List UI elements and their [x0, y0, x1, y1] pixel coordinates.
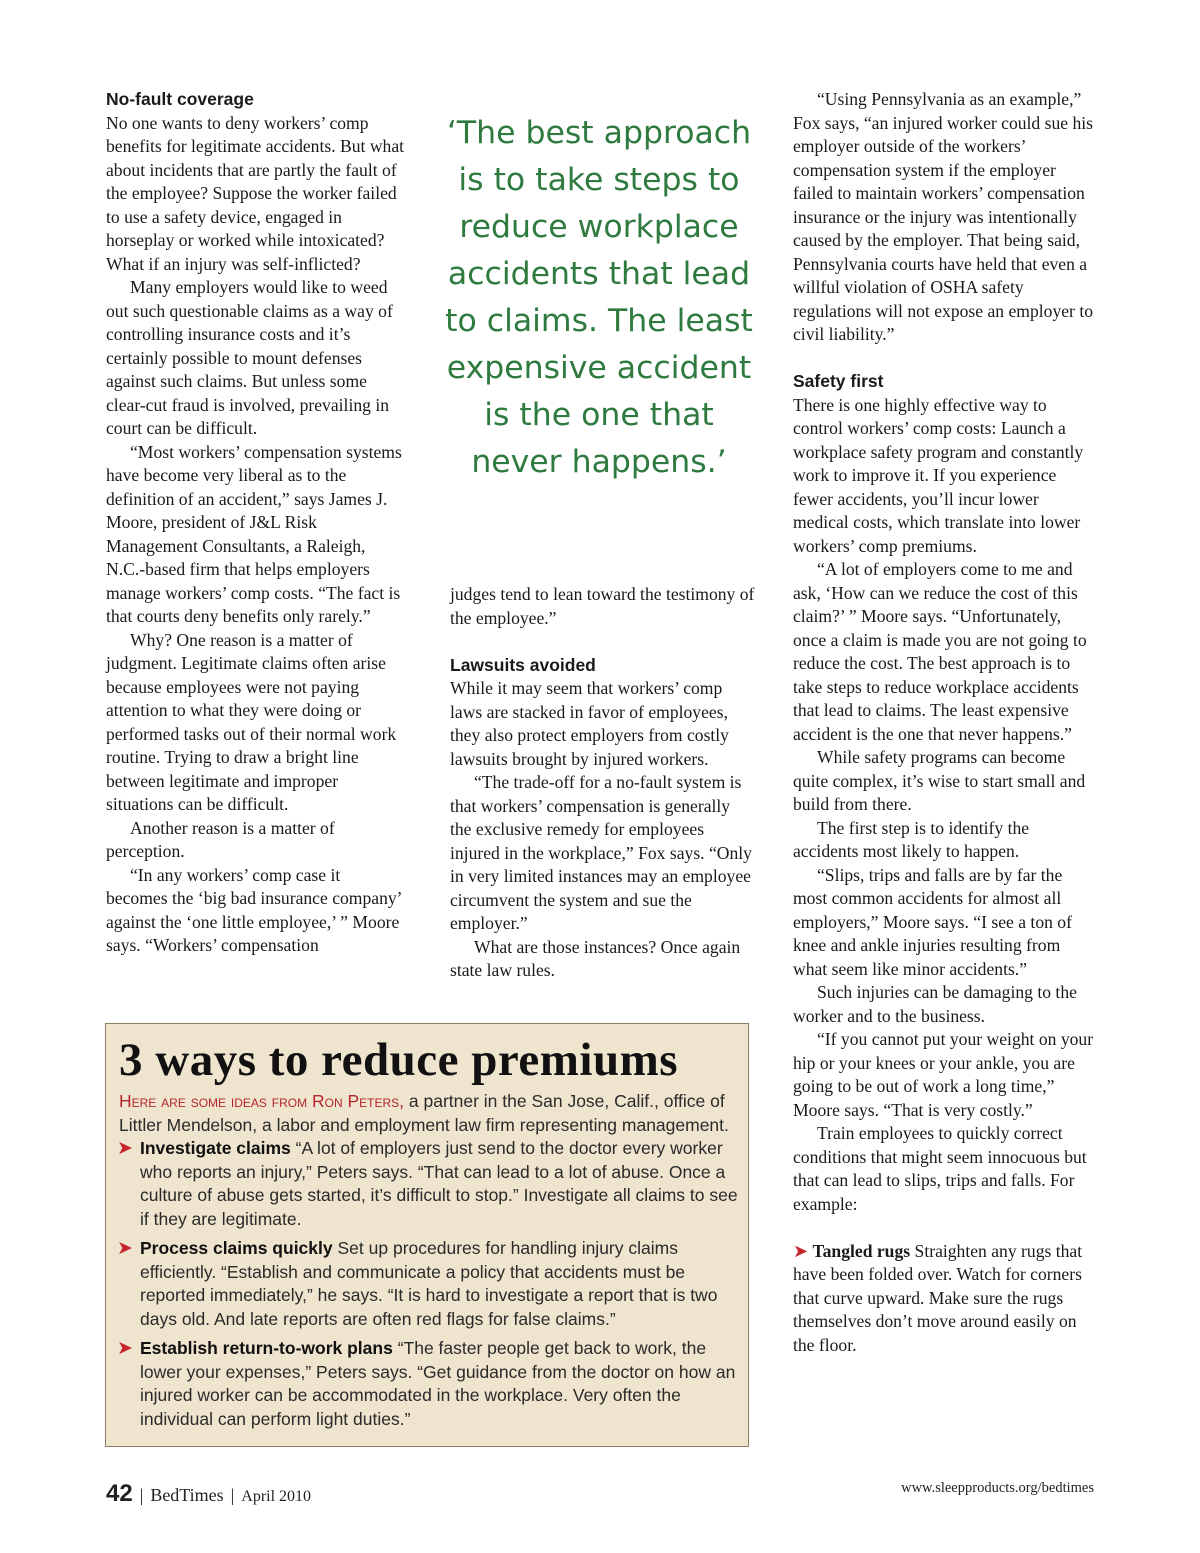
- article-column-1: [106, 88, 406, 958]
- footer-separator: |: [230, 1485, 235, 1505]
- sidebar-item: [119, 1137, 738, 1231]
- sidebar-item-title: Process claims quickly: [140, 1238, 333, 1258]
- arrowhead-icon: ➤: [117, 1237, 133, 1259]
- sidebar-intro-text: a partner in the San Jose, Calif., office of Littler Mendelson, a labor and employment law firm representing management.: [119, 1091, 729, 1135]
- sidebar-item-text: “A lot of employers just send to the doctor every worker who reports an injury,” Peters says. “That can lead to a lot of abuse. Once a culture of abuse gets started, it’s difficult to stop.” Investigate all claims to see if they are legitimate.: [140, 1138, 738, 1229]
- section-heading-lawsuits: Lawsuits avoided: [450, 654, 596, 675]
- paragraph: The first step is to identify the accidents most likely to happen.: [793, 817, 1030, 861]
- article-column-3: [793, 88, 1098, 1357]
- paragraph: No one wants to deny workers’ comp benefits for legitimate accidents. But what about incidents that are partly the fault of the employee? Suppose the worker failed to use a safety device, engaged in horseplay or worked while intoxicated? What if an injury was self-inflicted?: [106, 112, 405, 274]
- paragraph: “The trade-off for a no-fault system is that workers’ compensation is generally the exclusive remedy for employees injured in the workplace,” Fox says. “Only in very limited instances may an employee circumvent the system and sue the employer.”: [450, 772, 752, 933]
- sidebar-intro: [119, 1090, 738, 1137]
- page-footer: [106, 1480, 311, 1510]
- paragraph: Why? One reason is a matter of judgment. Legitimate claims often arise because employees were not paying attention to what they were doing or performed tasks out of their normal work routine. Trying to draw a bright line between legitimate and improper situations can be difficult.: [106, 629, 397, 814]
- sidebar-item-title: Investigate claims: [140, 1138, 291, 1158]
- sidebar-title: 3 ways to reduce premiums: [119, 1034, 679, 1086]
- paragraph: “Most workers’ compensation systems have become very liberal as to the definition of an accident,” says James J. Moore, president of J&L Risk Management Consultants, a Raleigh, N.C.-based firm that helps employers manage workers’ comp costs. “The fact is that courts deny benefits only rarely.”: [106, 441, 402, 626]
- paragraph: “In any workers’ comp case it becomes the ‘big bad insurance company’ against the ‘one little employee,’ ” Moore says. “Workers’ compensation: [106, 864, 402, 955]
- paragraph: What are those instances? Once again state law rules.: [450, 936, 741, 980]
- sidebar-item-text: “The faster people get back to work, the lower your expenses,” Peters says. “Get guidance from the doctor on how an injured worker can be accommodated in the workplace. Very often the individual can perform light duties.”: [140, 1338, 736, 1429]
- sidebar-item: [119, 1237, 738, 1331]
- footer-separator: |: [139, 1485, 144, 1505]
- paragraph: Many employers would like to weed out such questionable claims as a way of controlling insurance costs and it’s certainly possible to mount defenses against such claims. But unless some clear-cut fraud is involved, prevailing in court can be difficult.: [106, 277, 393, 438]
- article-column-2: [450, 583, 755, 983]
- sidebar-item-text: Set up procedures for handling injury claims efficiently. “Establish and communicate a policy that accidents must be reported immediately,” he says. “It is hard to investigate a report that is two days old. And late reports are often red flags for false claims.”: [140, 1238, 718, 1329]
- sidebar-item: [119, 1337, 738, 1431]
- section-heading-no-fault: No-fault coverage: [106, 89, 254, 109]
- arrowhead-icon: ➤: [117, 1137, 133, 1159]
- spacer: [450, 630, 755, 654]
- tip-title: Tangled rugs: [812, 1240, 911, 1261]
- paragraph: Train employees to quickly correct conditions that might seem innocuous but that can lead to slips, trips and falls. For example:: [793, 1123, 1087, 1214]
- sidebar-box: [105, 1023, 749, 1447]
- paragraph: Another reason is a matter of perception.: [106, 817, 335, 861]
- paragraph: “If you cannot put your weight on your hip or your knees or your ankle, you are going to be out of work a long time,” Moore says. “That is very costly.”: [793, 1029, 1094, 1120]
- arrowhead-icon: ➤: [117, 1337, 133, 1359]
- issue-date: April 2010: [241, 1488, 312, 1505]
- sidebar-item-title: Establish return-to-work plans: [140, 1338, 393, 1358]
- paragraph: “A lot of employers come to me and ask, ‘How can we reduce the cost of this claim?’ ” Moore says. “Unfortunately, once a claim is made you are not going to reduce the cost. The best approach is to take steps to reduce workplace accidents that lead to claims. The least expensive accident is the one that never happens.”: [793, 559, 1087, 744]
- spacer: [793, 347, 1098, 371]
- paragraph: There is one highly effective way to control workers’ comp costs: Launch a workplace safety program and constantly work to improve it. If you experience fewer accidents, you’ll incur lower medical costs, which translate into lower workers’ comp premiums.: [793, 394, 1084, 556]
- arrowhead-icon: ➤: [793, 1240, 809, 1262]
- paragraph: judges tend to lean toward the testimony of the employee.”: [450, 584, 755, 628]
- paragraph: While safety programs can become quite complex, it’s wise to start small and build from there.: [793, 747, 1086, 814]
- section-heading-safety-first: Safety first: [793, 371, 884, 391]
- pull-quote: ‘The best approach is to take steps to reduce workplace accidents that lead to claims. The least expensive accident is the one that never happens.’: [445, 115, 753, 480]
- paragraph: While it may seem that workers’ comp laws are stacked in favor of employees, they also protect employers from costly lawsuits brought by injured workers.: [450, 678, 729, 769]
- tip-tangled-rugs: [793, 1240, 1098, 1358]
- paragraph: Such injuries can be damaging to the worker and to the business.: [793, 982, 1077, 1026]
- tip-text: Straighten any rugs that have been folded over. Watch for corners that curve upward. Make sure the rugs themselves don’t move around easily on the floor.: [793, 1240, 1083, 1355]
- paragraph: “Using Pennsylvania as an example,” Fox says, “an injured worker could sue his employer outside of the workers’ compensation system if the employer failed to maintain workers’ compensation insurance or the injury was intentionally caused by the employer. That being said, Pennsylvania courts have held that even a willful violation of OSHA safety regulations will not expose an employer to civil liability.”: [793, 89, 1094, 344]
- paragraph: “Slips, trips and falls are by far the most common accidents for almost all employers,” Moore says. “I see a ton of knee and ankle injuries resulting from what seem like minor accidents.”: [793, 864, 1072, 979]
- page-number: 42: [106, 1480, 133, 1507]
- magazine-name: BedTimes: [150, 1485, 224, 1505]
- sidebar-intro-lead: Here are some ideas from Ron Peters,: [119, 1091, 405, 1111]
- footer-url: www.sleepproducts.org/bedtimes: [901, 1480, 1094, 1496]
- spacer: [793, 1216, 1098, 1240]
